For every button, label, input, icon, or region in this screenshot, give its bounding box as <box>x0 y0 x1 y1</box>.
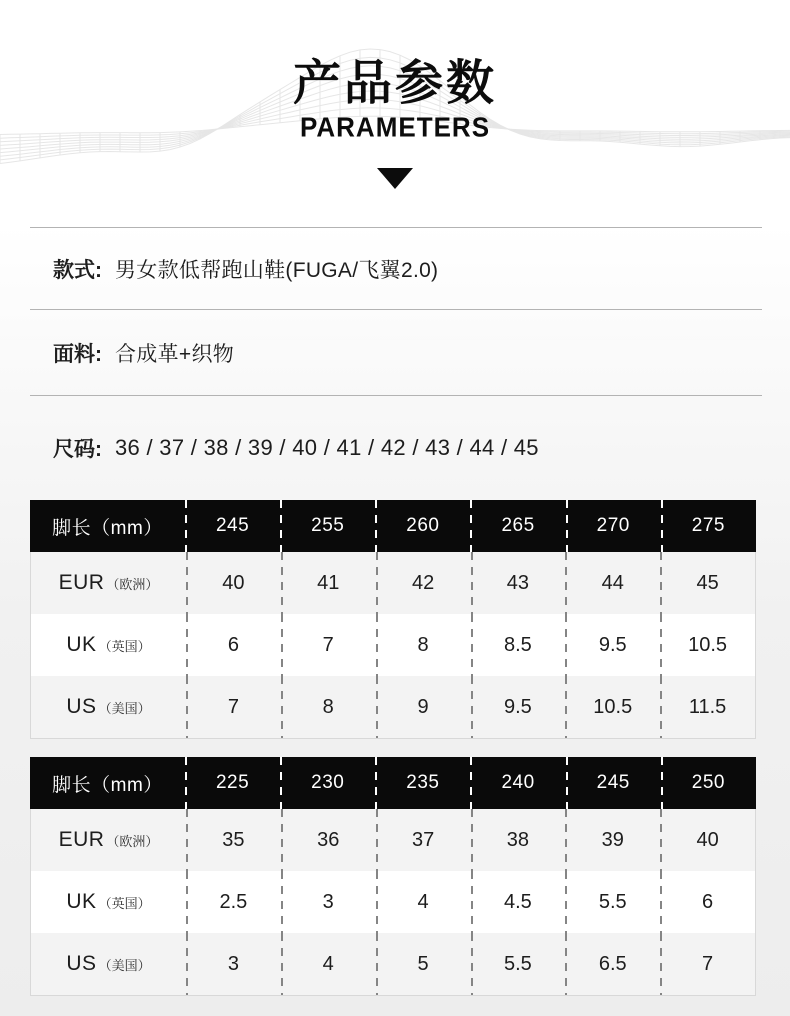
row-label-cell <box>31 552 186 614</box>
size-system-label: UK <box>66 890 97 913</box>
size-table-1-body <box>30 552 756 739</box>
size-table-1-header <box>30 500 756 552</box>
size-cell: 5.5 <box>565 871 660 933</box>
row-label-cell <box>31 809 186 871</box>
size-cell: 10.5 <box>565 676 660 738</box>
foot-length-header-cell: 脚长（mm） <box>52 774 163 796</box>
spec-value: 36 / 37 / 38 / 39 / 40 / 41 / 42 / 43 / 44 / 45 <box>115 435 539 460</box>
table-row-eur <box>31 809 755 871</box>
size-cell: 7 <box>660 933 755 995</box>
size-system-label: EUR <box>58 571 105 594</box>
size-cell: 5 <box>376 933 471 995</box>
size-system-label: US <box>66 952 97 975</box>
spec-row-material <box>30 309 762 395</box>
size-table-2-body <box>30 809 756 996</box>
page-title: 产品参数 <box>292 57 497 110</box>
spec-list <box>30 227 762 500</box>
size-cell: 6 <box>186 614 281 676</box>
row-label-cell <box>31 676 186 738</box>
size-cell: 40 <box>186 552 281 614</box>
spec-label: 尺码: <box>53 438 102 461</box>
foot-length-cell: 235 <box>375 757 470 809</box>
size-cell: 6 <box>660 871 755 933</box>
row-label-cell <box>31 871 186 933</box>
table-row-uk <box>31 871 755 933</box>
foot-length-cell: 275 <box>661 500 756 552</box>
size-region-label: （英国） <box>98 639 151 654</box>
size-cell: 4.5 <box>471 871 566 933</box>
size-cell: 4 <box>281 933 376 995</box>
size-cell: 8 <box>376 614 471 676</box>
size-cell: 9.5 <box>471 676 566 738</box>
foot-length-cell: 265 <box>470 500 565 552</box>
size-cell: 39 <box>565 809 660 871</box>
table-row-eur <box>31 552 755 614</box>
size-cell: 9 <box>376 676 471 738</box>
size-cell: 4 <box>376 871 471 933</box>
spec-value: 男女款低帮跑山鞋(FUGA/飞翼2.0) <box>115 258 439 282</box>
header-section <box>0 0 790 227</box>
size-cell: 3 <box>281 871 376 933</box>
size-cell: 8 <box>281 676 376 738</box>
size-system-label: UK <box>66 633 97 656</box>
foot-length-cell: 270 <box>566 500 661 552</box>
foot-length-cell: 245 <box>185 500 280 552</box>
foot-length-cell: 260 <box>375 500 470 552</box>
size-cell: 45 <box>660 552 755 614</box>
table-row-uk <box>31 614 755 676</box>
spec-value: 合成革+织物 <box>115 342 235 366</box>
size-region-label: （美国） <box>98 701 151 716</box>
spec-label: 款式: <box>53 258 102 282</box>
size-cell: 11.5 <box>660 676 755 738</box>
size-cell: 42 <box>376 552 471 614</box>
table-row-us <box>31 676 755 738</box>
foot-length-cell: 230 <box>280 757 375 809</box>
size-cell: 40 <box>660 809 755 871</box>
size-cell: 35 <box>186 809 281 871</box>
spec-row-style <box>30 227 762 309</box>
foot-length-cell: 225 <box>185 757 280 809</box>
foot-length-cell: 245 <box>566 757 661 809</box>
size-cell: 10.5 <box>660 614 755 676</box>
foot-length-cell: 250 <box>661 757 756 809</box>
size-table-2 <box>30 757 756 996</box>
size-cell: 43 <box>471 552 566 614</box>
size-cell: 38 <box>471 809 566 871</box>
size-cell: 37 <box>376 809 471 871</box>
size-system-label: US <box>66 695 97 718</box>
size-region-label: （欧洲） <box>106 834 159 849</box>
size-cell: 8.5 <box>471 614 566 676</box>
page-subtitle: PARAMETERS <box>299 110 491 144</box>
size-cell: 6.5 <box>565 933 660 995</box>
size-cell: 9.5 <box>565 614 660 676</box>
row-label-cell <box>31 614 186 676</box>
down-triangle-icon <box>377 168 413 189</box>
size-table-2-header <box>30 757 756 809</box>
size-cell: 41 <box>281 552 376 614</box>
size-system-label: EUR <box>58 828 105 851</box>
size-region-label: （欧洲） <box>106 577 159 592</box>
size-cell: 5.5 <box>471 933 566 995</box>
size-table-1 <box>30 500 756 739</box>
size-cell: 44 <box>565 552 660 614</box>
size-cell: 3 <box>186 933 281 995</box>
size-cell: 2.5 <box>186 871 281 933</box>
size-region-label: （英国） <box>98 896 151 911</box>
size-region-label: （美国） <box>98 958 151 973</box>
foot-length-cell: 255 <box>280 500 375 552</box>
size-cell: 7 <box>281 614 376 676</box>
row-label-cell <box>31 933 186 995</box>
foot-length-header-cell: 脚长（mm） <box>52 517 163 539</box>
spec-label: 面料: <box>53 342 102 366</box>
size-cell: 7 <box>186 676 281 738</box>
foot-length-cell: 240 <box>470 757 565 809</box>
table-row-us <box>31 933 755 995</box>
spec-row-sizes <box>30 395 762 500</box>
size-cell: 36 <box>281 809 376 871</box>
